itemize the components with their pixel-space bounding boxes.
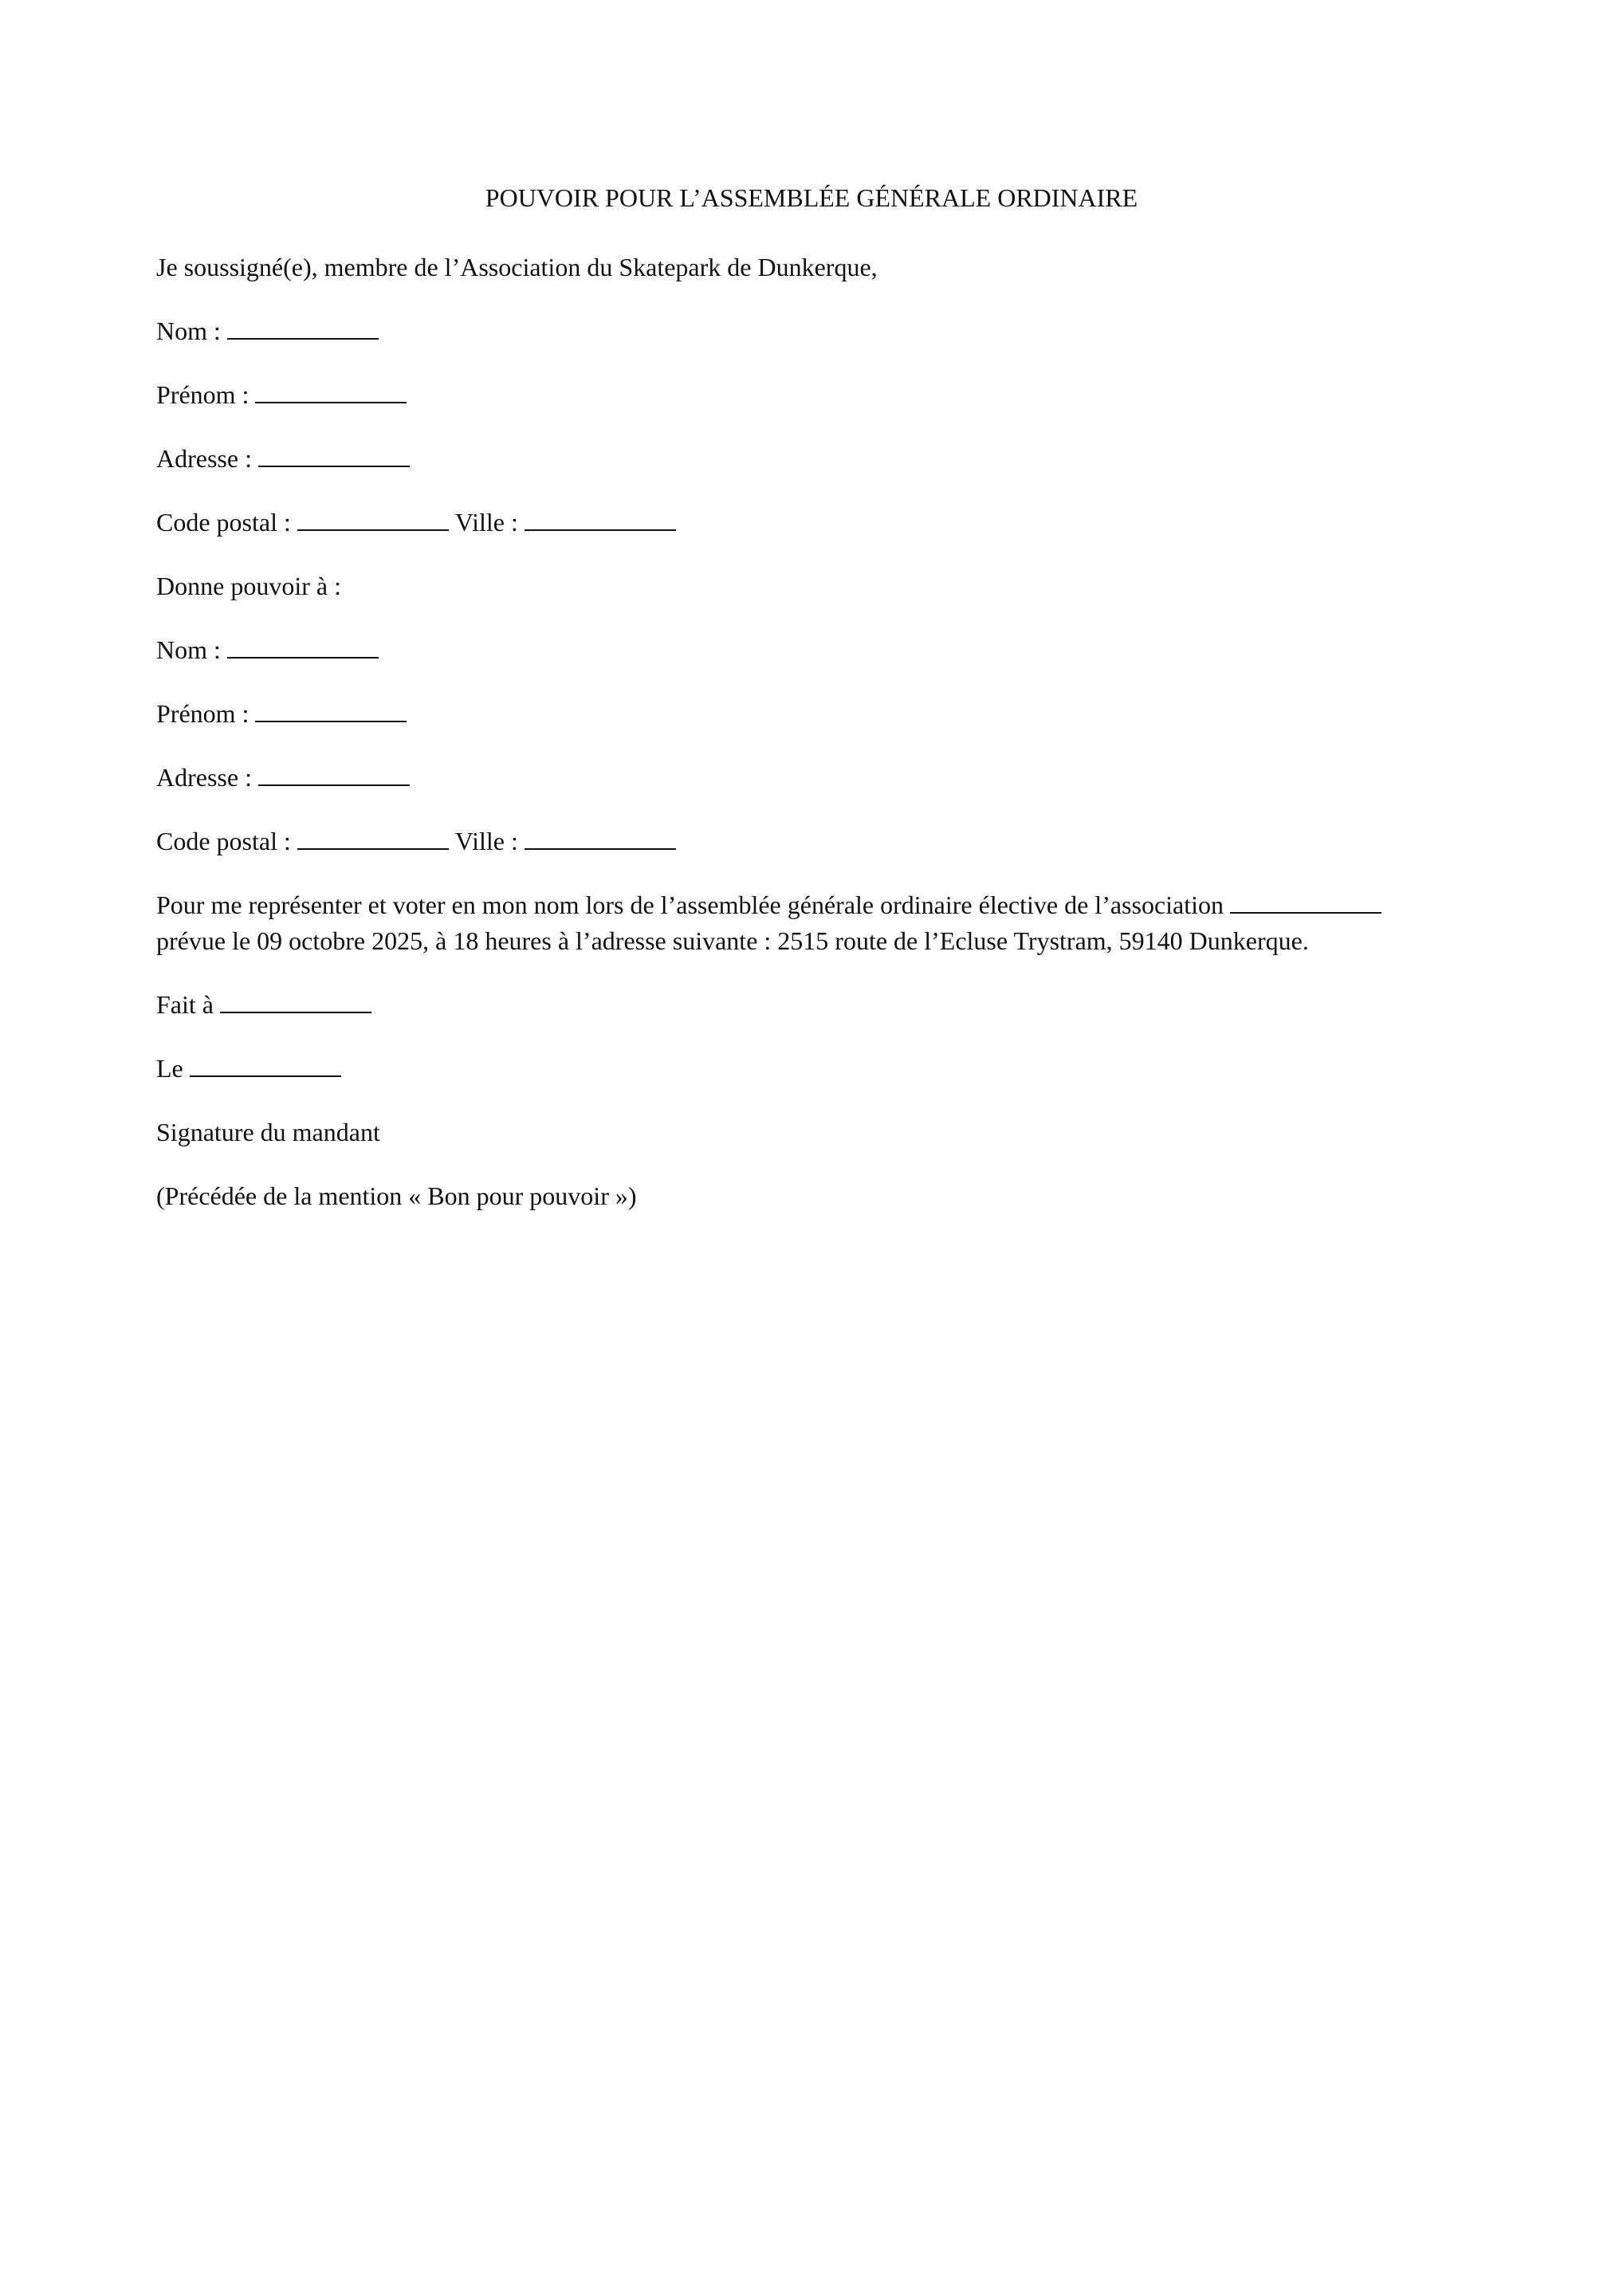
mandataire-codepostal-label: Code postal : <box>156 827 291 855</box>
mention-text: (Précédée de la mention « Bon pour pouvoir ») <box>156 1181 637 1210</box>
mandant-adresse-label: Adresse : <box>156 444 252 473</box>
mandataire-ville-field[interactable] <box>525 826 676 850</box>
mandant-prenom-label: Prénom : <box>156 380 250 409</box>
mandant-codepostal-field[interactable] <box>297 507 449 531</box>
le-row <box>156 1051 348 1087</box>
donne-pouvoir-text: Donne pouvoir à : <box>156 572 341 600</box>
mandataire-prenom-field[interactable] <box>255 698 407 722</box>
fait-a-label: Fait à <box>156 990 214 1019</box>
fait-a-field[interactable] <box>220 989 371 1013</box>
mandataire-adresse-row <box>156 760 416 796</box>
mandataire-ville-label: Ville : <box>454 827 518 855</box>
le-field[interactable] <box>190 1053 341 1077</box>
mandataire-nom-field[interactable] <box>227 635 379 659</box>
intro-text: Je soussigné(e), membre de l’Association du Skatepark de Dunkerque, <box>156 253 878 281</box>
mandant-prenom-field[interactable] <box>255 379 407 403</box>
mandant-adresse-field[interactable] <box>258 443 410 467</box>
mandant-codepostal-row <box>156 505 682 541</box>
paragraph-line-1 <box>156 887 1388 923</box>
mandataire-prenom-row <box>156 696 413 732</box>
paragraph-text-1: Pour me représenter et voter en mon nom lors de l’assemblée générale ordinaire élective de l’association <box>156 890 1224 919</box>
mandant-ville-field[interactable] <box>525 507 676 531</box>
mandant-nom-row <box>156 313 385 349</box>
mandataire-adresse-label: Adresse : <box>156 763 252 792</box>
mandataire-nom-row <box>156 632 385 668</box>
mandant-adresse-row <box>156 441 416 477</box>
association-field[interactable] <box>1230 890 1381 914</box>
mandant-codepostal-label: Code postal : <box>156 508 291 537</box>
mandataire-prenom-label: Prénom : <box>156 699 250 728</box>
mandant-nom-field[interactable] <box>227 316 379 340</box>
paragraph-line-2: prévue le 09 octobre 2025, à 18 heures à l’adresse suivante : 2515 route de l’Ecluse Trystram, 59140 Dunkerque. <box>156 926 1309 955</box>
mandataire-codepostal-field[interactable] <box>297 826 449 850</box>
mandant-ville-label: Ville : <box>454 508 518 537</box>
mandant-nom-label: Nom : <box>156 316 221 345</box>
signature-label: Signature du mandant <box>156 1118 380 1146</box>
mandant-prenom-row <box>156 377 413 413</box>
mandataire-adresse-field[interactable] <box>258 762 410 786</box>
mandataire-codepostal-row <box>156 824 682 859</box>
document-title: POUVOIR POUR L’ASSEMBLÉE GÉNÉRALE ORDINAIRE <box>485 183 1138 212</box>
fait-a-row <box>156 987 378 1023</box>
le-label: Le <box>156 1054 183 1083</box>
mandataire-nom-label: Nom : <box>156 635 221 664</box>
